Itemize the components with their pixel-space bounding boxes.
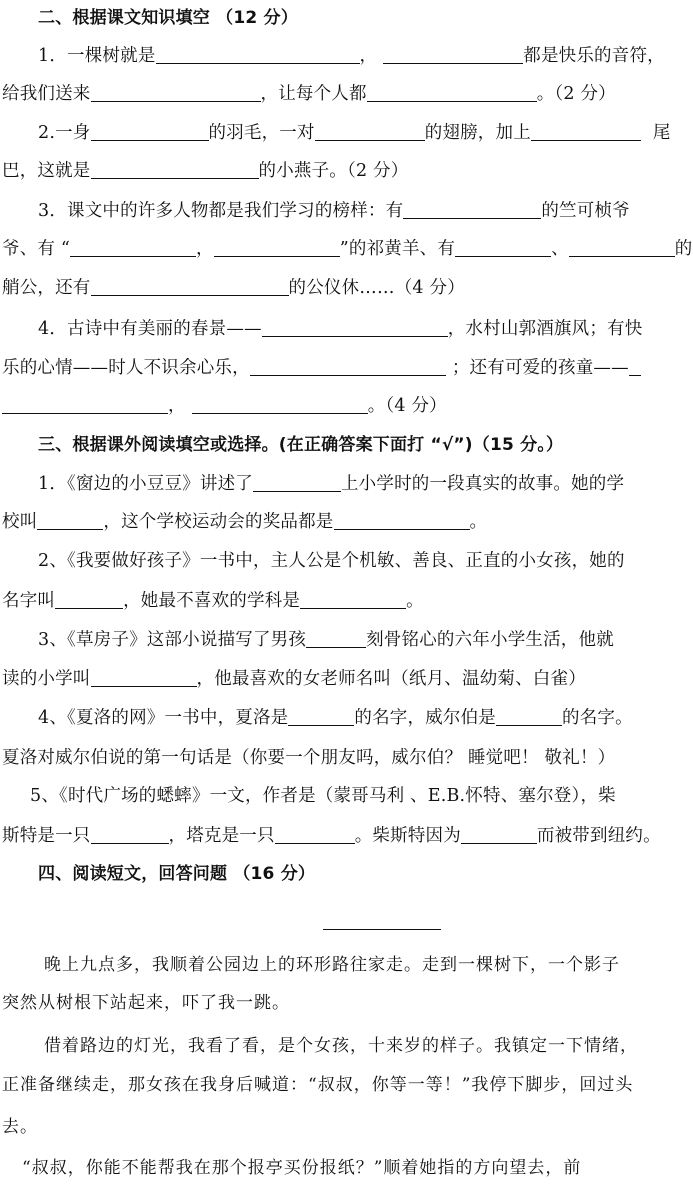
answer-blank[interactable] xyxy=(629,358,641,376)
answer-blank[interactable] xyxy=(367,84,537,102)
s3-q4-line2: 夏洛对威尔伯说的第一句话是（你要一个朋友吗，威尔伯？ 睡觉吧！ 敬礼！） xyxy=(2,748,616,768)
answer-blank[interactable] xyxy=(300,591,406,609)
story-line: 突然从树根下站起来，吓了我一跳。 xyxy=(2,993,290,1013)
s3-q4-line1: 4、《夏洛的网》一书中，夏洛是 的名字，威尔伯是 的名字。 xyxy=(38,708,633,728)
answer-blank[interactable] xyxy=(383,46,523,64)
s2-q3-line2: 爷、有 “ ， ”的祁黄羊、有 、 的 xyxy=(2,239,693,259)
story-line: 正准备继续走，那女孩在我身后喊道：“叔叔，你等一等！”我停下脚步，回过头 xyxy=(2,1075,634,1095)
section2-heading: 二、根据课文知识填空 （12 分） xyxy=(38,8,298,28)
answer-blank[interactable] xyxy=(315,123,425,141)
s2-q1-line1: 1．一棵树就是 ， 都是快乐的音符， xyxy=(38,46,665,66)
answer-blank[interactable] xyxy=(37,512,103,530)
answer-blank[interactable] xyxy=(156,46,360,64)
s3-q2-line1: 2、《我要做好孩子》一书中，主人公是个机敏、善良、正直的小女孩，她的 xyxy=(38,551,625,571)
s3-q2-line2: 名字叫 ，她最不喜欢的学科是 。 xyxy=(2,591,424,611)
story-line: 借着路边的灯光，我看了看，是个女孩，十来岁的样子。我镇定一下情绪， xyxy=(44,1036,638,1056)
answer-blank[interactable] xyxy=(262,319,448,337)
story-line: “叔叔，你能不能帮我在那个报亭买份报纸？”顺着她指的方向望去，前 xyxy=(22,1158,582,1178)
answer-blank[interactable] xyxy=(306,630,366,648)
s3-q3-line1: 3．课文中的许多人物都是我们学习的榜样：有 的竺可桢爷 xyxy=(38,201,630,221)
s3-q5-line1: 5、《时代广场的蟋蟀》一文，作者是（蒙哥马利 、E.B.怀特、塞尔登），柴 xyxy=(30,786,616,806)
answer-blank[interactable] xyxy=(334,512,470,530)
s3-q1-line2: 校叫 ，这个学校运动会的奖品都是 。 xyxy=(2,512,488,532)
answer-blank[interactable] xyxy=(91,669,197,687)
answer-blank[interactable] xyxy=(70,239,196,257)
s2-q2-line1: 2.一身 的羽毛，一对 的翅膀，加上 尾 xyxy=(38,123,671,143)
title-blank-line xyxy=(323,929,441,930)
answer-blank[interactable] xyxy=(91,278,289,296)
s2-q4-line3: ， 。（4 分） xyxy=(2,394,693,418)
s2-q2-line2: 巴，这就是 的小燕子。（2 分） xyxy=(2,161,409,181)
answer-blank[interactable] xyxy=(91,84,261,102)
s3-q3-line1: 3、《草房子》这部小说描写了男孩 刻骨铭心的六年小学生活，他就 xyxy=(38,630,614,650)
section3-heading: 三、根据课外阅读填空或选择。(在正确答案下面打 “√”)（15 分。） xyxy=(38,435,564,455)
s3-q5-line2: 斯特是一只 ，塔克是一只 。柴斯特因为 而被带到纽约。 xyxy=(2,826,661,846)
answer-blank[interactable] xyxy=(455,239,551,257)
answer-blank[interactable] xyxy=(496,708,562,726)
answer-blank[interactable] xyxy=(275,826,355,844)
answer-blank[interactable] xyxy=(91,161,259,179)
answer-blank[interactable] xyxy=(403,201,541,219)
s2-q1-line2: 给我们送来 ，让每个人都 。（2 分） xyxy=(2,84,616,104)
answer-blank[interactable] xyxy=(214,239,340,257)
s3-q1-line1: 1．《窗边的小豆豆》讲述了 上小学时的一段真实的故事。她的学 xyxy=(38,474,625,494)
answer-blank[interactable] xyxy=(461,826,537,844)
answer-blank[interactable] xyxy=(250,358,446,376)
answer-blank[interactable] xyxy=(531,123,641,141)
answer-blank[interactable] xyxy=(192,396,368,414)
answer-blank[interactable] xyxy=(91,123,209,141)
story-line: 去。 xyxy=(2,1117,38,1137)
s2-q4-line1: 4．古诗中有美丽的春景—— ，水村山郭酒旗风；有快 xyxy=(38,319,643,339)
s2-q4-line2: 乐的心情——时人不识余心乐， ；还有可爱的孩童—— xyxy=(2,356,693,380)
story-line: 晚上九点多，我顺着公园边上的环形路往家走。走到一棵树下，一个影子 xyxy=(44,955,620,975)
answer-blank[interactable] xyxy=(2,396,168,414)
answer-blank[interactable] xyxy=(569,239,675,257)
answer-blank[interactable] xyxy=(288,708,354,726)
section4-heading: 四、阅读短文，回答问题 （16 分） xyxy=(38,864,316,884)
answer-blank[interactable] xyxy=(55,591,123,609)
s2-q3-line3: 艄公，还有 的公仪休……（4 分） xyxy=(2,278,465,298)
answer-blank[interactable] xyxy=(91,826,169,844)
s3-q3-line2: 读的小学叫 ，他最喜欢的女老师名叫（纸月、温幼菊、白雀） xyxy=(2,669,586,689)
answer-blank[interactable] xyxy=(253,474,341,492)
